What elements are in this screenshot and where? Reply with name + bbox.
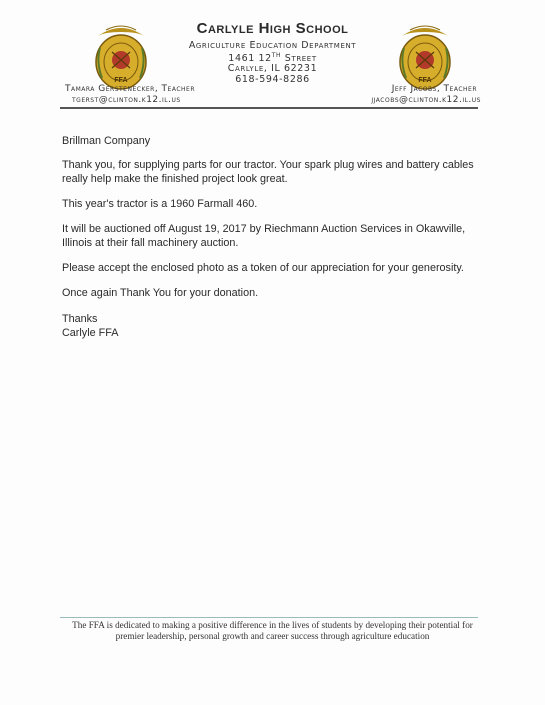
paragraph-donation: Once again Thank You for your donation. xyxy=(62,287,259,299)
city-state-zip: Carlyle, IL 62231 xyxy=(227,63,318,74)
right-teacher-email: jjacobs@clinton.k12.il.us xyxy=(371,95,481,105)
phone-number: 618-594-8286 xyxy=(235,74,310,85)
svg-text:FFA: FFA xyxy=(114,77,128,84)
street-number: 1461 12 xyxy=(228,53,272,65)
header-divider xyxy=(60,107,478,109)
signoff: Thanks xyxy=(62,313,98,325)
paragraph-photo: Please accept the enclosed photo as a token of our appreciation for your generosity. xyxy=(62,262,464,274)
footer-mission-statement: The FFA is dedicated to making a positive difference in the lives of students by developing their potential for premier leadership, personal growth and career success through agriculture education xyxy=(72,620,473,641)
street-name: Street xyxy=(281,53,317,65)
street-suffix: TH xyxy=(271,52,282,59)
recipient-line: Brillman Company xyxy=(62,135,151,147)
right-teacher-name: Jeff Jacobs, Teacher xyxy=(391,84,477,94)
paragraph-thanks: Thank you, for supplying parts for our tractor. Your spark plug wires and battery cables really help make the finished project look great. xyxy=(62,159,474,185)
paragraph-auction: It will be auctioned off August 19, 2017 by Riechmann Auction Services in Okawville, Illinois at their fall machinery auction. xyxy=(62,223,466,249)
left-teacher-name: Tamara Gerstenecker, Teacher xyxy=(65,84,196,94)
footer-divider xyxy=(60,617,478,618)
school-name: Carlyle High School xyxy=(196,20,349,37)
svg-text:FFA: FFA xyxy=(418,77,432,84)
signoff-block xyxy=(62,312,482,340)
paragraph-tractor: This year's tractor is a 1960 Farmall 460. xyxy=(62,198,258,210)
left-teacher-email: tgerst@clinton.k12.il.us xyxy=(72,95,181,105)
department-name: Agriculture Education Department xyxy=(188,40,357,51)
signature: Carlyle FFA xyxy=(62,327,119,339)
